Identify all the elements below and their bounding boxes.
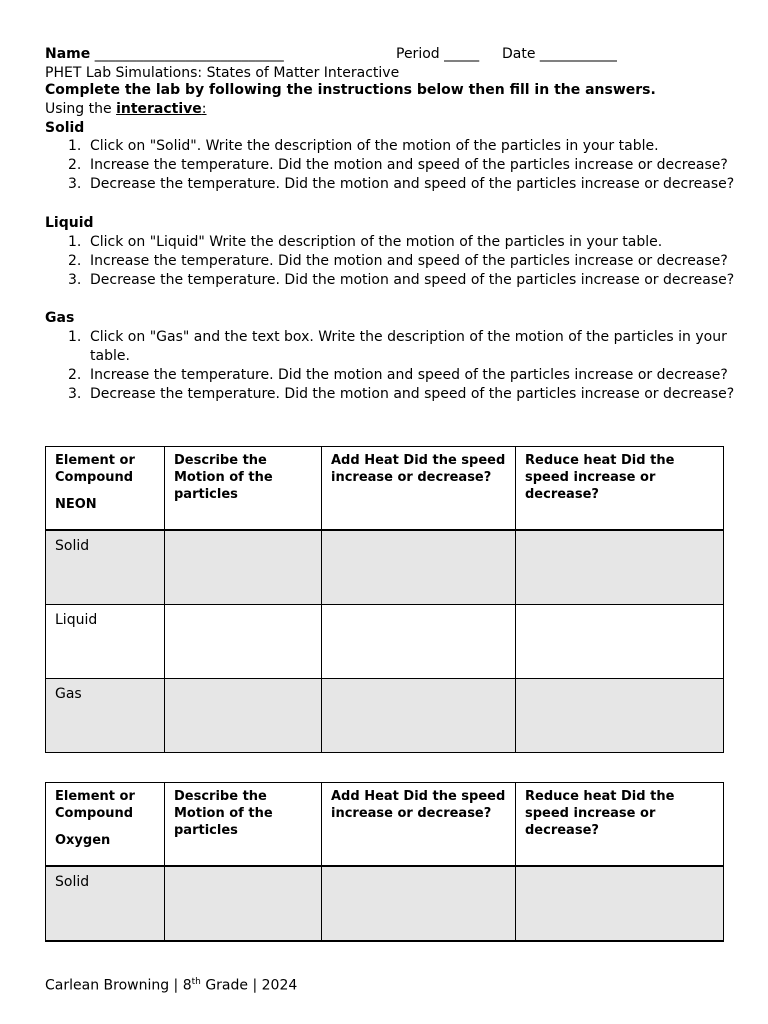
list-number: 2.: [68, 367, 82, 383]
answer-cell[interactable]: [165, 866, 322, 941]
list-number: 3.: [68, 272, 82, 288]
table-header-row: [46, 783, 724, 867]
period-blank[interactable]: _____: [444, 46, 480, 62]
list-item-text: Increase the temperature. Did the motion and speed of the particles increase or decrease?: [90, 157, 728, 173]
answer-cell[interactable]: [516, 530, 724, 605]
list-item-text: Increase the temperature. Did the motion and speed of the particles increase or decrease?: [90, 367, 728, 383]
answer-cell[interactable]: [516, 866, 724, 941]
row-label-liquid: Liquid: [46, 605, 165, 679]
answer-cell[interactable]: [165, 530, 322, 605]
footer-sup: th: [191, 977, 201, 987]
list-item: [45, 328, 735, 366]
name-line: [45, 45, 284, 64]
list-number: 3.: [68, 386, 82, 402]
element-name: NEON: [55, 497, 97, 512]
header-element-label: Element or Compound: [55, 789, 135, 821]
name-label: Name: [45, 46, 91, 62]
header-add-heat: Add Heat Did the speed increase or decrease?: [322, 447, 516, 531]
table-header-row: [46, 447, 724, 531]
answer-cell[interactable]: [322, 530, 516, 605]
section-title-liquid: Liquid: [45, 215, 94, 231]
section-title-solid: Solid: [45, 120, 85, 136]
period-line: [396, 45, 479, 64]
table-row: [46, 605, 724, 679]
answer-cell[interactable]: [165, 605, 322, 679]
interactive-link[interactable]: interactive: [116, 101, 202, 117]
date-line: [502, 45, 617, 64]
row-label-solid: Solid: [46, 530, 165, 605]
list-item: [45, 233, 735, 252]
header-element: [46, 783, 165, 867]
answer-cell[interactable]: [322, 605, 516, 679]
list-number: 2.: [68, 253, 82, 269]
footer: [45, 977, 297, 994]
header-element: [46, 447, 165, 531]
instruction-text: Complete the lab by following the instructions below then fill in the answers.: [45, 82, 656, 98]
list-number: 1.: [68, 329, 82, 345]
neon-table: [45, 446, 724, 753]
answer-cell[interactable]: [165, 679, 322, 753]
liquid-question-list: [45, 233, 735, 290]
list-item: [45, 271, 735, 290]
row-label-gas: Gas: [46, 679, 165, 753]
table-row: [46, 866, 724, 941]
date-blank[interactable]: ___________: [539, 46, 617, 62]
list-number: 3.: [68, 176, 82, 192]
using-suffix: :: [201, 101, 207, 117]
header-reduce-heat: Reduce heat Did the speed increase or decrease?: [516, 447, 724, 531]
list-item: [45, 156, 735, 175]
gas-question-list: [45, 328, 735, 404]
header-add-heat: Add Heat Did the speed increase or decrease?: [322, 783, 516, 867]
list-item: [45, 252, 735, 271]
using-line: [45, 100, 207, 119]
list-number: 1.: [68, 234, 82, 250]
list-item-text: Increase the temperature. Did the motion and speed of the particles increase or decrease?: [90, 253, 728, 269]
list-item: [45, 366, 735, 385]
list-item-text: Decrease the temperature. Did the motion and speed of the particles increase or decrease?: [90, 272, 735, 288]
list-number: 2.: [68, 157, 82, 173]
list-item-text: Decrease the temperature. Did the motion and speed of the particles increase or decrease?: [90, 386, 735, 402]
list-item-text: Click on "Liquid" Write the description of the motion of the particles in your table.: [90, 234, 663, 250]
footer-rest: Grade | 2024: [200, 977, 298, 994]
page-subtitle: PHET Lab Simulations: States of Matter Interactive: [45, 65, 400, 81]
answer-cell[interactable]: [322, 866, 516, 941]
using-prefix: Using the: [45, 101, 117, 117]
answer-cell[interactable]: [516, 679, 724, 753]
list-item: [45, 385, 735, 404]
footer-author: Carlean Browning | 8: [45, 977, 192, 994]
oxygen-table: [45, 782, 724, 942]
header-reduce-heat: Reduce heat Did the speed increase or decrease?: [516, 783, 724, 867]
header-motion: Describe the Motion of the particles: [165, 447, 322, 531]
table-row: [46, 530, 724, 605]
answer-cell[interactable]: [322, 679, 516, 753]
list-number: 1.: [68, 138, 82, 154]
list-item-text: Decrease the temperature. Did the motion and speed of the particles increase or decrease?: [90, 176, 735, 192]
list-item: [45, 175, 735, 194]
table-row: [46, 679, 724, 753]
list-item-text: Click on "Solid". Write the description of the motion of the particles in your table.: [90, 138, 659, 154]
section-title-gas: Gas: [45, 310, 75, 326]
row-label-solid: Solid: [46, 866, 165, 941]
date-label: Date: [502, 46, 536, 62]
element-name: Oxygen: [55, 833, 111, 848]
header-motion: Describe the Motion of the particles: [165, 783, 322, 867]
list-item-text: Click on "Gas" and the text box. Write the description of the motion of the particles in your table.: [90, 329, 727, 364]
solid-question-list: [45, 137, 735, 194]
answer-cell[interactable]: [516, 605, 724, 679]
period-label: Period: [396, 46, 440, 62]
header-element-label: Element or Compound: [55, 453, 135, 485]
name-blank[interactable]: ___________________________: [94, 46, 284, 62]
list-item: [45, 137, 735, 156]
